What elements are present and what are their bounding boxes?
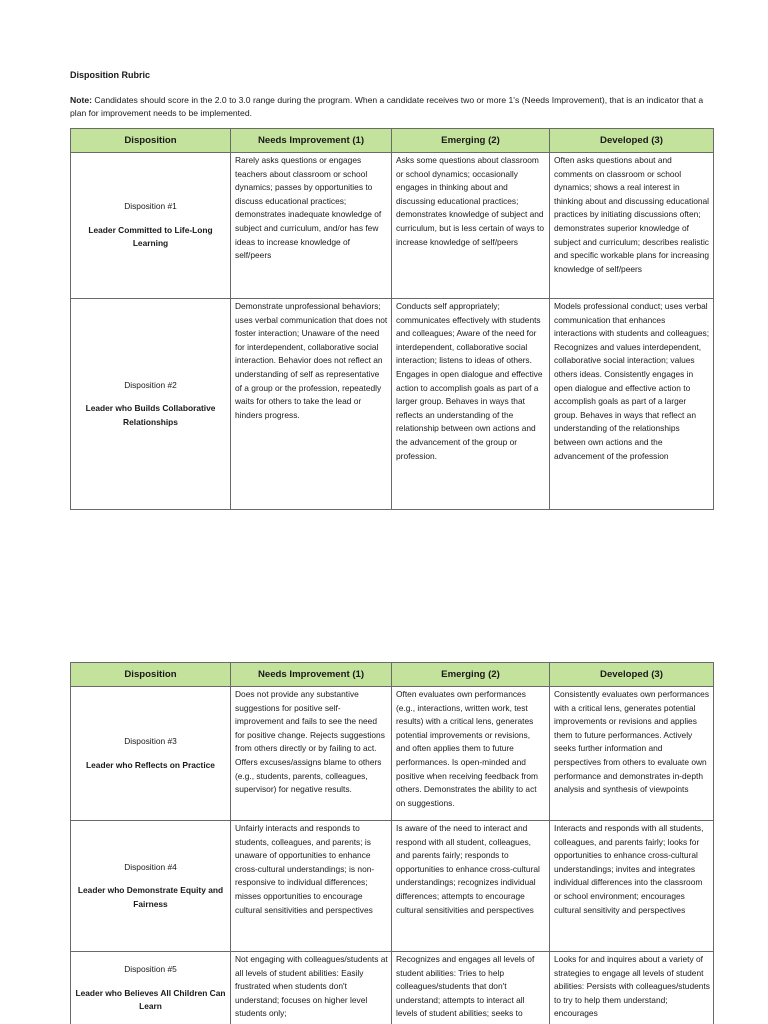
header-emerging: Emerging (2): [392, 663, 550, 687]
document-note: [70, 94, 710, 120]
developed-cell: Consistently evaluates own performances with a critical lens, generates potential improvements or revisions and applies them to future performances. Actively seeks further information and perspectives from others to evaluate own performance and demonstrates in-depth analysis and synthesis of viewpoints: [550, 687, 714, 821]
table-row: [71, 687, 714, 821]
header-disposition: Disposition: [71, 663, 231, 687]
table-row: [71, 153, 714, 299]
disposition-cell: [71, 821, 231, 952]
table-header-row: [71, 663, 714, 687]
needs-improvement-cell: Not engaging with colleagues/students at all levels of student abilities: Easily frustrated when students don't understand; focuses on higher level students only;: [231, 952, 392, 1024]
rubric-table-1: [70, 128, 714, 510]
emerging-cell: Is aware of the need to interact and respond with all student, colleagues, and parents fairly; responds to opportunities to enhance cross-cultural understandings; recognizes individual differences; attempts to encourage cultural sensitivities and perspectives: [392, 821, 550, 952]
header-emerging: Emerging (2): [392, 129, 550, 153]
header-disposition: Disposition: [71, 129, 231, 153]
emerging-cell: Often evaluates own performances (e.g., interactions, written work, test results) with a critical lens, generates potential improvements or revisions, and often applies them to future performances. Is open-minded and positive when receiving feedback from others. Demonstrates the ability to act on suggestions.: [392, 687, 550, 821]
note-label: Note:: [70, 95, 92, 105]
disposition-name: Leader who Demonstrate Equity and Fairness: [77, 885, 224, 909]
header-needs-improvement: Needs Improvement (1): [231, 129, 392, 153]
needs-improvement-cell: Rarely asks questions or engages teachers about classroom or school dynamics; passes by opportunities to discuss educational practices; demonstrates inadequate knowledge of subject and curriculum, and/or has few ideas to increase knowledge of self/peers: [231, 153, 392, 299]
header-developed: Developed (3): [550, 663, 714, 687]
disposition-name: Leader who Believes All Children Can Learn: [75, 987, 226, 1012]
developed-cell: Looks for and inquires about a variety of strategies to engage all levels of student abilities: Persists with colleagues/students to try to help them understand; encourages: [550, 952, 714, 1024]
table-row: [71, 299, 714, 510]
needs-improvement-cell: Unfairly interacts and responds to students, colleagues, and parents; is unaware of opportunities to enhance cross-cultural understandings; is non-responsive to individual differences; misses opportunities to encourage cultural sensitivities and perspectives: [231, 821, 392, 952]
emerging-cell: Asks some questions about classroom or school dynamics; occasionally engages in thinking about and discussing educational practices; demonstrates knowledge of subject and curriculum, but is less certain of ways to increase knowledge of self/peers: [392, 153, 550, 299]
disposition-name: Leader who Builds Collaborative Relationships: [85, 403, 216, 427]
developed-cell: Models professional conduct; uses verbal communication that enhances interactions with students and colleagues; Recognizes and values interdependent, collaborative social interaction; values others ideas. Consistently engages in open dialogue and effective action to accomplish goals as part of a larger group. Behaves in ways that reflect an understanding of the relationships between own actions and the advancement of the profession: [550, 299, 714, 510]
disposition-number: Disposition #2: [124, 379, 177, 390]
disposition-number: Disposition #4: [124, 861, 177, 872]
disposition-number: Disposition #3: [124, 735, 177, 746]
needs-improvement-cell: Does not provide any substantive suggestions for positive self-improvement and fails to see the need for positive change. Rejects suggestions from others directly or by failing to act. Offers excuses/assigns blame to others (e.g., students, parents, colleagues, supervisor) for negative results.: [231, 687, 392, 821]
document-title: Disposition Rubric: [70, 70, 151, 80]
disposition-cell: [71, 299, 231, 510]
header-needs-improvement: Needs Improvement (1): [231, 663, 392, 687]
disposition-cell: [71, 952, 231, 1024]
developed-cell: Often asks questions about and comments on classroom or school dynamics; shows a real interest in thinking about and discussing educational practices by initiating discussions often; demonstrates superior knowledge of subject and curriculum; describes realistic and specific workable plans for increasing knowledge of self/peers: [550, 153, 714, 299]
emerging-cell: Recognizes and engages all levels of student abilities: Tries to help colleagues/students that don't understand; attempts to interact all levels of student abilities; seeks to: [392, 952, 550, 1024]
disposition-name: Leader who Reflects on Practice: [86, 759, 215, 770]
disposition-number: Disposition #5: [124, 964, 177, 975]
needs-improvement-cell: Demonstrate unprofessional behaviors; uses verbal communication that does not foster interaction; Unaware of the need for interdependent, collaborative social interaction. Behavior does not reflect an understanding of self as representative of a group or the profession, repeatedly waits for others to take the lead or hinders progress.: [231, 299, 392, 510]
table-header-row: [71, 129, 714, 153]
rubric-table-2: [70, 662, 714, 1024]
table-row: [71, 952, 714, 1024]
disposition-name: Leader Committed to Life-Long Learning: [88, 224, 213, 249]
header-developed: Developed (3): [550, 129, 714, 153]
note-text: Candidates should score in the 2.0 to 3.0 range during the program. When a candidate receives two or more 1's (Needs Improvement), that is an indicator that a plan for improvement needs to be implemented.: [70, 95, 704, 118]
disposition-number: Disposition #1: [124, 201, 177, 212]
disposition-cell: [71, 153, 231, 299]
emerging-cell: Conducts self appropriately; communicates effectively with students and colleagues; Aware of the need for interdependent, collaborative social interaction; listens to ideas of others. Engages in open dialogue and effective action to accomplish goals as part of a larger group. Behaves in ways that reflects an understanding of the relationship between own actions and the advancement of the group or profession.: [392, 299, 550, 510]
table-row: [71, 821, 714, 952]
disposition-cell: [71, 687, 231, 821]
developed-cell: Interacts and responds with all students, colleagues, and parents fairly; looks for opportunities to enhance cross-cultural understandings; invites and integrates individual differences into the classroom or school environment; encourages cultural sensitivity and perspectives: [550, 821, 714, 952]
